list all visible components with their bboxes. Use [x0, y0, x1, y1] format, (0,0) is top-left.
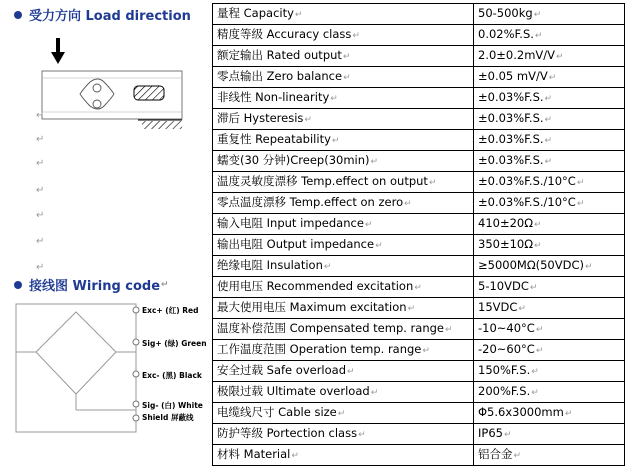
return-mark: ↵ [342, 52, 351, 62]
spec-value [474, 109, 625, 130]
spec-row [213, 25, 625, 46]
return-mark: ↵ [544, 157, 553, 167]
return-mark: ↵ [564, 409, 573, 419]
spec-value [474, 445, 625, 466]
spec-row [213, 109, 625, 130]
spec-value-text: 铝合金 [478, 447, 513, 461]
spec-parameter-text: 非线性 Non-linearity [217, 90, 330, 104]
bullet-icon [14, 11, 22, 19]
return-mark: ↵ [422, 346, 430, 356]
spec-parameter-text: 安全过载 Safe overload [217, 363, 347, 377]
spec-value-text: -10~40°C [478, 321, 535, 335]
spec-parameter [213, 109, 474, 130]
spec-value [474, 172, 625, 193]
spec-parameter [213, 25, 474, 46]
spec-parameter-text: 极限过载 Ultimate overload [217, 384, 370, 398]
spec-value-text: ±0.05 mV/V [478, 69, 548, 83]
spec-parameter-text: 绝缘电阻 Insulation [217, 258, 323, 272]
spec-value-text: ±0.03%F.S. [478, 153, 544, 167]
spec-parameter [213, 256, 474, 277]
spec-parameter-text: 防护等级 Portection class [217, 426, 358, 440]
return-mark: ↵ [343, 73, 351, 83]
return-mark: ↵ [428, 178, 437, 188]
spec-parameter-text: 材料 Material [217, 447, 291, 461]
spec-value [474, 214, 625, 235]
return-mark: ↵ [36, 134, 45, 145]
return-mark: ↵ [584, 262, 593, 272]
spec-parameter [213, 46, 474, 67]
return-mark: ↵ [533, 10, 542, 20]
return-mark: ↵ [576, 178, 585, 188]
return-mark: ↵ [576, 199, 585, 209]
bullet-icon [14, 281, 22, 289]
spec-value [474, 256, 625, 277]
spec-parameter-text: 额定输出 Rated output [217, 48, 342, 62]
return-mark: ↵ [36, 210, 45, 221]
return-mark: ↵ [347, 367, 355, 377]
return-mark: ↵ [331, 136, 340, 146]
wire-label-sig-minus: Sig- (白) White [142, 401, 203, 410]
return-mark: ↵ [294, 10, 303, 20]
spec-value-text: 350±10Ω [478, 237, 534, 251]
spec-row [213, 193, 625, 214]
return-mark: ↵ [445, 325, 453, 335]
spec-row [213, 403, 625, 424]
return-mark: ↵ [36, 110, 45, 121]
spec-row [213, 424, 625, 445]
spec-value-text: 50-500kg [478, 6, 533, 20]
wire-label-exc-minus: Exc- (黑) Black [142, 371, 202, 380]
load-direction-heading: 受力方向 Load direction [14, 5, 191, 24]
spec-row [213, 214, 625, 235]
spec-row [213, 4, 625, 25]
spec-value [474, 193, 625, 214]
spec-value-text: ≥5000MΩ(50VDC) [478, 258, 584, 272]
spec-value [474, 235, 625, 256]
spec-row [213, 319, 625, 340]
return-mark: ↵ [544, 136, 553, 146]
load-cell-diagram [30, 38, 190, 133]
spec-parameter [213, 172, 474, 193]
spec-value [474, 46, 625, 67]
left-panel [0, 0, 212, 444]
spec-parameter [213, 151, 474, 172]
return-mark: ↵ [352, 31, 360, 41]
spec-value [474, 67, 625, 88]
spec-row [213, 298, 625, 319]
spec-parameter [213, 277, 474, 298]
spec-value-text: 200%F.S. [478, 384, 531, 398]
spec-row [213, 67, 625, 88]
spec-parameter [213, 340, 474, 361]
spec-parameter-text: 输入电阻 Input impedance [217, 216, 364, 230]
wire-label-sig-plus: Sig+ (绿) Green [142, 339, 207, 348]
return-mark: ↵ [407, 304, 416, 314]
wire-label-shield: Shield 屏蔽线 [142, 413, 194, 422]
spec-row [213, 172, 625, 193]
load-arrow-icon [51, 38, 65, 64]
spec-parameter-text: 电缆线尺寸 Cable size [217, 405, 337, 419]
spec-parameter-text: 最大使用电压 Maximum excitation [217, 300, 407, 314]
spec-parameter [213, 67, 474, 88]
return-mark: ↵ [535, 346, 544, 356]
spec-value [474, 319, 625, 340]
spec-value-text: 15VDC [478, 300, 518, 314]
return-mark: ↵ [548, 73, 557, 83]
spec-parameter [213, 382, 474, 403]
spec-parameter-text: 温度补偿范围 Compensated temp. range [217, 321, 445, 335]
return-mark: ↵ [534, 31, 543, 41]
return-mark: ↵ [36, 236, 45, 247]
spec-row [213, 151, 625, 172]
spec-parameter [213, 298, 474, 319]
spec-row [213, 361, 625, 382]
spec-parameter-text: 滞后 Hysteresis [217, 111, 304, 125]
spec-parameter [213, 445, 474, 466]
spec-value-text: 150%F.S. [478, 363, 531, 377]
specifications-table [212, 3, 625, 466]
spec-value-text: ±0.03%F.S. [478, 132, 544, 146]
wiring-code-heading: 接线图 Wiring code ↵ [14, 275, 169, 294]
return-mark: ↵ [364, 220, 373, 230]
spec-parameter [213, 130, 474, 151]
return-mark: ↵ [404, 199, 412, 209]
spec-row [213, 277, 625, 298]
spec-row [213, 340, 625, 361]
return-mark: ↵ [529, 283, 538, 293]
spec-row [213, 88, 625, 109]
spec-value [474, 424, 625, 445]
spec-value-text: 5-10VDC [478, 279, 529, 293]
return-mark: ↵ [36, 262, 45, 273]
return-mark: ↵ [375, 241, 383, 251]
return-mark: ↵ [370, 388, 379, 398]
return-mark: ↵ [330, 94, 338, 104]
spec-value-text: -20~60°C [478, 342, 535, 356]
spec-row [213, 256, 625, 277]
spec-parameter-text: 使用电压 Recommended excitation [217, 279, 414, 293]
spec-parameter-text: 工作温度范围 Operation temp. range [217, 342, 422, 356]
wire-label-exc-plus: Exc+ (红) Red [142, 306, 199, 315]
return-mark: ↵ [370, 157, 379, 167]
spec-value-text: 0.02%F.S. [478, 27, 534, 41]
spec-parameter [213, 4, 474, 25]
spec-value [474, 88, 625, 109]
spec-value-text: IP65 [478, 426, 503, 440]
spec-value-text: 2.0±0.2mV/V [478, 48, 556, 62]
spec-value [474, 151, 625, 172]
return-mark: ↵ [337, 409, 346, 419]
spec-parameter [213, 235, 474, 256]
spec-row [213, 130, 625, 151]
spec-value [474, 298, 625, 319]
return-mark: ↵ [534, 220, 542, 230]
spec-value [474, 130, 625, 151]
spec-parameter-text: 量程 Capacity [217, 6, 294, 20]
return-mark: ↵ [531, 367, 539, 377]
wiring-diagram [12, 300, 212, 440]
spec-value [474, 382, 625, 403]
spec-parameter-text: 零点温度漂移 Temp.effect on zero [217, 195, 404, 209]
spec-value [474, 340, 625, 361]
return-mark: ↵ [36, 185, 45, 196]
spec-value-text: ±0.03%F.S. [478, 90, 544, 104]
return-mark: ↵ [503, 430, 512, 440]
return-mark: ↵ [556, 52, 564, 62]
spec-value [474, 403, 625, 424]
spec-parameter-text: 零点输出 Zero balance [217, 69, 343, 83]
spec-parameter [213, 88, 474, 109]
return-mark: ↵ [534, 241, 542, 251]
spec-value-text: 410±20Ω [478, 216, 534, 230]
spec-parameter [213, 424, 474, 445]
spec-value-text: ±0.03%F.S./10°C [478, 195, 576, 209]
spec-value-text: Φ5.6x3000mm [478, 405, 564, 419]
spec-value-text: ±0.03%F.S./10°C [478, 174, 576, 188]
spec-parameter [213, 403, 474, 424]
spec-parameter [213, 361, 474, 382]
spec-row [213, 46, 625, 67]
spec-value-text: ±0.03%F.S. [478, 111, 544, 125]
return-mark: ↵ [535, 325, 544, 335]
return-mark: ↵ [531, 388, 539, 398]
return-mark: ↵ [544, 115, 553, 125]
return-mark: ↵ [414, 283, 422, 293]
return-mark: ↵ [358, 430, 366, 440]
return-mark: ↵ [36, 158, 45, 169]
spec-parameter [213, 193, 474, 214]
return-mark: ↵ [544, 94, 553, 104]
spec-value [474, 277, 625, 298]
spec-parameter-text: 精度等级 Accuracy class [217, 27, 352, 41]
return-mark: ↵ [304, 115, 312, 125]
spec-parameter-text: 重复性 Repeatability [217, 132, 331, 146]
spec-parameter [213, 319, 474, 340]
return-mark: ↵ [291, 451, 299, 461]
spec-parameter [213, 214, 474, 235]
spec-row [213, 382, 625, 403]
spec-parameter-text: 输出电阻 Output impedance [217, 237, 375, 251]
spec-row [213, 445, 625, 466]
return-mark: ↵ [518, 304, 526, 314]
spec-parameter-text: 温度灵敏度漂移 Temp.effect on output [217, 174, 428, 188]
spec-value [474, 25, 625, 46]
spec-row [213, 235, 625, 256]
spec-value [474, 361, 625, 382]
spec-parameter-text: 蠕变(30 分钟)Creep(30min) [217, 153, 370, 167]
return-mark: ↵ [513, 451, 522, 461]
return-mark: ↵ [323, 262, 332, 272]
spec-value [474, 4, 625, 25]
